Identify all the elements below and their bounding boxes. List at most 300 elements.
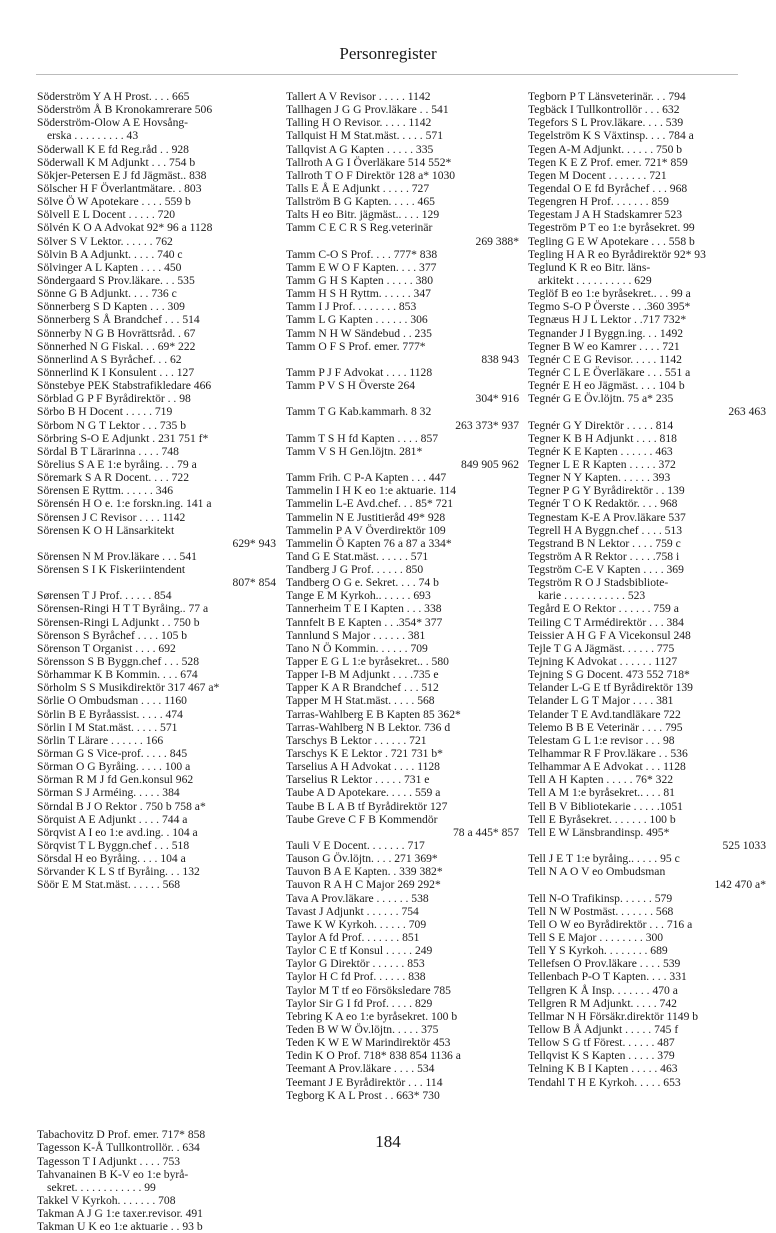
entry-line: Taube Greve C F B Kommendör	[286, 812, 438, 826]
entry-line: Sörensen N M Prov.läkare . . . 541	[37, 549, 197, 563]
register-entry	[528, 90, 766, 103]
register-entry	[37, 379, 276, 392]
register-entry	[528, 629, 766, 642]
register-entry	[528, 458, 766, 471]
entry-line: Tapper K A R Brandchef . . . 512	[286, 681, 439, 695]
register-entry	[37, 169, 276, 182]
register-entry	[37, 287, 276, 300]
entry-line: Sölver S V Lektor. . . . . . 762	[37, 234, 173, 248]
register-entry	[528, 708, 766, 721]
entry-line: Tamm H S H Ryttm. . . . . . 347	[286, 287, 431, 301]
entry-line: Tahvanainen B K-V eo 1:e byrå-	[37, 1167, 189, 1181]
register-entry	[286, 892, 519, 905]
register-entry	[37, 300, 276, 313]
entry-line: Tell O W eo Byrådirektör . . . 716 a	[528, 917, 693, 931]
entry-line: Sörensen E Ryttm. . . . . . 346	[37, 484, 174, 498]
entry-line: Tegnér K E Kapten . . . . . . 463	[528, 444, 673, 458]
entry-line: Tell S E Major . . . . . . . . 300	[528, 931, 664, 944]
entry-line: Sölve Ö W Apotekare . . . . 559 b	[37, 195, 191, 209]
register-entry	[286, 313, 519, 326]
register-entry	[37, 208, 276, 221]
register-entry	[286, 786, 519, 799]
register-entry	[37, 156, 276, 169]
entry-line: Tamm C E C R S Reg.veterinär	[286, 221, 433, 235]
entry-line: Söndergaard S Prov.läkare. . . 535	[37, 273, 195, 287]
register-entry	[528, 300, 766, 313]
register-entry	[528, 366, 766, 379]
entry-line: Sördal B T Lärarinna . . . . 748	[37, 444, 179, 458]
entry-line: Tawe K W Kyrkoh. . . . . . 709	[286, 917, 427, 931]
entry-line: Teden B W W Öv.löjtn. . . . . 375	[286, 1022, 439, 1036]
entry-line: Tellow B Å Adjunkt . . . . . 745 f	[528, 1022, 679, 1036]
register-entry	[286, 116, 519, 129]
page-title: Personregister	[339, 44, 437, 63]
register-entry	[286, 760, 519, 773]
register-entry	[528, 931, 766, 944]
entry-line: Tagesson T I Adjunkt . . . . 753	[37, 1154, 181, 1168]
register-entry	[37, 747, 276, 760]
register-entry	[286, 1062, 519, 1075]
register-entry	[286, 248, 519, 261]
register-entry	[528, 379, 766, 392]
entry-line: Tell N A O V eo Ombudsman	[528, 865, 666, 879]
entry-line: Tarras-Wahlberg E B Kapten 85 362*	[286, 707, 461, 721]
entry-continuation: 78 a 445* 857	[452, 825, 519, 839]
entry-line: Teden K W E W Marindirektör 453	[286, 1036, 451, 1050]
register-entry	[528, 668, 766, 681]
register-entry	[286, 813, 519, 839]
register-entry	[37, 340, 276, 353]
register-entry	[528, 261, 766, 287]
entry-line: Söderström Å B Kronokamrerare 506	[37, 103, 213, 117]
entry-line: Sörensen-Ringi H T T Byråing.. 77 a	[37, 602, 209, 616]
register-entry	[37, 773, 276, 786]
entry-line: Taylor C E tf Konsul . . . . . 249	[286, 944, 433, 958]
entry-line: Tamm C-O S Prof. . . . 777* 838	[286, 247, 438, 261]
register-entry	[528, 248, 766, 261]
entry-line: Taylor A fd Prof. . . . . . . 851	[286, 931, 420, 944]
entry-line: Tamm G H S Kapten . . . . . 380	[286, 273, 433, 287]
entry-line: Tegnestam K-E A Prov.läkare 537	[528, 510, 686, 524]
entry-line: Sönnerhed N G Fiskal. . . 69* 222	[37, 339, 196, 353]
register-entry	[286, 471, 519, 484]
entry-line: Sölvell E L Docent . . . . . 720	[37, 208, 176, 222]
register-entry	[286, 918, 519, 931]
entry-line: Tamm V S H Gen.löjtn. 281*	[286, 444, 423, 458]
entry-line: Tapper I-B M Adjunkt . . . .735 e	[286, 668, 439, 682]
entry-line: Tegmo S-O P Överste . . .360 395*	[528, 300, 691, 314]
register-entry	[528, 550, 766, 563]
entry-line: Tegnér E H eo Jägmäst. . . . 104 b	[528, 379, 685, 393]
register-entry	[528, 313, 766, 326]
entry-continuation: 263 373* 937	[455, 418, 519, 432]
entry-line: Tandberg J G Prof. . . . . . 850	[286, 563, 424, 577]
register-entry	[37, 445, 276, 458]
register-entry	[286, 1049, 519, 1062]
entry-line: Sörman G S Vice-prof. . . . . 845	[37, 747, 188, 761]
entry-line: Sölvinger A L Kapten . . . . 450	[37, 260, 182, 274]
register-entry	[286, 655, 519, 668]
entry-line: Tell N W Postmäst. . . . . . . 568	[528, 904, 674, 918]
register-entry	[286, 208, 519, 221]
register-entry	[528, 694, 766, 707]
register-entry	[37, 760, 276, 773]
entry-line: Tamm Frih. C P-A Kapten . . . 447	[286, 471, 447, 485]
entry-line: Sörhammar K B Kommin. . . . 674	[37, 668, 198, 682]
register-entry	[37, 655, 276, 668]
entry-line: Tegner B W eo Kamrer . . . . 721	[528, 339, 680, 353]
register-entry	[286, 773, 519, 786]
register-entry	[37, 392, 276, 405]
register-entry	[286, 366, 519, 379]
register-entry	[286, 563, 519, 576]
entry-line: Takkel V Kyrkoh. . . . . . . 708	[37, 1193, 176, 1207]
entry-line: Sörensén H O e. 1:e forskn.ing. 141 a	[37, 497, 212, 511]
entry-line: Teissier A H G F A Vicekonsul 248	[528, 628, 691, 642]
entry-line: Tejning S G Docent. 473 552 718*	[528, 668, 690, 682]
entry-line: Sölvin B A Adjunkt. . . . . 740 c	[37, 247, 183, 261]
entry-line: Söör E M Stat.mäst. . . . . . 568	[37, 878, 180, 892]
entry-continuation: erska . . . . . . . . . 43	[47, 129, 139, 143]
entry-line: Talls E Å E Adjunkt . . . . . 727	[286, 181, 430, 195]
register-entry	[286, 931, 519, 944]
register-entry	[528, 156, 766, 169]
register-entry	[528, 1010, 766, 1023]
entry-line: Telning K B I Kapten . . . . . 463	[528, 1062, 678, 1076]
register-entry	[286, 800, 519, 813]
entry-continuation: 142 470 a*	[714, 878, 766, 892]
entry-line: Tano N Ö Kommin. . . . . . 709	[286, 641, 428, 655]
entry-line: Tegborg K A L Prost . . 663* 730	[286, 1088, 440, 1102]
entry-line: Söderwall K E fd Reg.råd . . 928	[37, 142, 189, 156]
register-entry	[528, 826, 766, 852]
register-entry	[286, 327, 519, 340]
entry-line: Tallroth T O F Direktör 128 a* 1030	[286, 168, 456, 182]
entry-line: Sörenson T Organist . . . . 692	[37, 641, 176, 655]
register-entry	[37, 248, 276, 261]
register-entry	[37, 800, 276, 813]
entry-line: Tegnér G E Öv.löjtn. 75 a* 235	[528, 392, 674, 406]
entry-line: Tellow S G tf Förest. . . . . . 487	[528, 1036, 675, 1050]
entry-line: Tegner K B H Adjunkt . . . . 818	[528, 431, 677, 445]
register-entry	[37, 1220, 276, 1233]
register-entry	[286, 970, 519, 983]
entry-line: Tegefors S L Prov.läkare. . . . 539	[528, 116, 684, 130]
register-entry	[528, 353, 766, 366]
entry-line: Tammelin I H K eo 1:e aktuarie. 114	[286, 484, 457, 498]
entry-line: Tell J E T 1:e byråing.. . . . . 95 c	[528, 852, 680, 866]
entry-line: Tamm E W O F Kapten. . . . 377	[286, 260, 437, 274]
entry-line: Tamm I J Prof. . . . . . . . 853	[286, 300, 417, 314]
register-entry	[286, 878, 519, 891]
register-entry	[528, 195, 766, 208]
entry-line: Tegnander J I Byggn.ing. . . 1492	[528, 326, 684, 340]
entry-line: Tell B V Bibliotekarie . . . . .1051	[528, 799, 683, 813]
register-entry	[528, 852, 766, 865]
entry-continuation: 629* 943	[232, 536, 276, 550]
register-entry	[528, 563, 766, 576]
register-entry	[37, 458, 276, 471]
entry-line: Tegström R O J Stadsbibliote-	[528, 576, 669, 590]
entry-line: Sörlin B E Byråassist. . . . . 474	[37, 707, 183, 721]
entry-line: Tammelin Ö Kapten 76 a 87 a 334*	[286, 536, 452, 550]
register-entry	[37, 353, 276, 366]
register-entry	[528, 537, 766, 550]
register-entry	[37, 524, 276, 550]
register-entry	[37, 721, 276, 734]
entry-line: Tegård E O Rektor . . . . . . 759 a	[528, 602, 679, 616]
entry-line: Sönnerlind A S Byråchef. . . 62	[37, 352, 182, 366]
entry-line: Taylor M T tf eo Försöksledare 785	[286, 983, 451, 997]
entry-line: Tammelin N E Justitieråd 49* 928	[286, 510, 446, 524]
entry-line: Tellefsen O Prov.läkare . . . . 539	[528, 957, 681, 971]
register-entry	[286, 865, 519, 878]
entry-line: Tellqvist K S Kapten . . . . . 379	[528, 1049, 675, 1063]
register-column-2	[286, 90, 519, 1102]
entry-line: Tallert A V Revisor . . . . . 1142	[286, 90, 431, 103]
register-entry	[528, 905, 766, 918]
entry-line: Takman A J G 1:e taxer.revisor. 491	[37, 1207, 203, 1221]
register-entry	[528, 419, 766, 432]
entry-line: Tegling G E W Apotekare . . . 558 b	[528, 234, 695, 248]
entry-line: Söderström-Olow A E Hovsång-	[37, 116, 189, 130]
register-entry	[286, 1089, 519, 1102]
register-entry	[528, 786, 766, 799]
register-entry	[286, 734, 519, 747]
entry-line: Telander L-G E tf Byrådirektör 139	[528, 681, 693, 695]
entry-line: Tegström C-E V Kapten . . . . 369	[528, 563, 684, 577]
entry-line: Tellgren R M Adjunkt. . . . . 742	[528, 996, 677, 1010]
register-entry	[37, 261, 276, 274]
entry-line: Tarras-Wahlberg N B Lektor. 736 d	[286, 720, 451, 734]
entry-line: Tabachovitz D Prof. emer. 717* 858	[37, 1128, 206, 1142]
register-entry	[528, 432, 766, 445]
entry-line: Tarschys K E Lektor . 721 731 b*	[286, 747, 443, 761]
register-entry	[37, 405, 276, 418]
register-entry	[286, 997, 519, 1010]
register-entry	[286, 708, 519, 721]
register-entry	[286, 1010, 519, 1023]
register-entry	[528, 524, 766, 537]
register-entry	[528, 116, 766, 129]
entry-line: Sönnerby N G B Hovrättsråd. . 67	[37, 326, 196, 340]
register-entry	[286, 497, 519, 510]
entry-line: Sökjer-Petersen E J fd Jägmäst.. 838	[37, 168, 207, 182]
entry-line: Tegling H A R eo Byrådirektör 92* 93	[528, 247, 706, 261]
register-entry	[286, 681, 519, 694]
entry-line: Tegnér G Y Direktör . . . . . 814	[528, 418, 674, 432]
register-entry	[37, 734, 276, 747]
register-entry	[37, 629, 276, 642]
register-entry	[528, 129, 766, 142]
register-entry	[528, 984, 766, 997]
register-entry	[37, 839, 276, 852]
register-entry	[528, 235, 766, 248]
entry-line: Tell E Byråsekret. . . . . . . 100 b	[528, 812, 676, 826]
entry-continuation: karie . . . . . . . . . . . 523	[538, 589, 646, 603]
entry-line: Talling H O Revisor. . . . . 1142	[286, 116, 432, 130]
entry-line: Telhammar R F Prov.läkare . . 536	[528, 747, 688, 761]
register-entry	[528, 103, 766, 116]
register-entry	[528, 208, 766, 221]
entry-line: Taube B L A B tf Byrådirektör 127	[286, 799, 448, 813]
register-entry	[37, 852, 276, 865]
register-entry	[37, 602, 276, 615]
entry-line: Tagesson K-Å Tullkontrollör. . 634	[37, 1141, 200, 1155]
entry-line: Tedin K O Prof. 718* 838 854 1136 a	[286, 1049, 461, 1063]
entry-line: Telander T E Avd.tandläkare 722	[528, 707, 681, 721]
register-column-3	[528, 90, 766, 1089]
register-entry	[37, 143, 276, 156]
register-entry	[528, 445, 766, 458]
register-entry	[528, 340, 766, 353]
register-entry	[37, 235, 276, 248]
entry-line: Taylor H C fd Prof. . . . . . 838	[286, 970, 426, 984]
register-entry	[37, 668, 276, 681]
entry-line: Tegnæus H J L Lektor . .717 732*	[528, 313, 687, 327]
register-entry	[37, 813, 276, 826]
register-entry	[528, 642, 766, 655]
register-entry	[528, 865, 766, 891]
register-entry	[286, 984, 519, 997]
register-entry	[528, 169, 766, 182]
entry-continuation: sekret. . . . . . . . . . . . 99	[47, 1180, 156, 1194]
entry-line: Tell E W Länsbrandinsp. 495*	[528, 825, 670, 839]
entry-line: Tange E M Kyrkoh.. . . . . . 693	[286, 589, 431, 603]
entry-line: Söderwall K M Adjunkt . . . 754 b	[37, 155, 196, 169]
entry-line: Sörensen-Ringi L Adjunkt . . 750 b	[37, 615, 200, 629]
page-number: 184	[375, 1132, 401, 1151]
entry-line: Tendahl T H E Kyrkoh. . . . . 653	[528, 1075, 681, 1089]
entry-line: Tell A M 1:e byråsekret.. . . . 81	[528, 786, 675, 800]
entry-line: Sörensen K O H Länsarkitekt	[37, 523, 175, 537]
register-entry	[37, 563, 276, 589]
entry-line: Tegen M Docent . . . . . . . 721	[528, 168, 667, 182]
register-entry	[286, 182, 519, 195]
entry-line: Telemo B B E Veterinär . . . . 795	[528, 720, 683, 734]
entry-line: Sörblad G P F Byrådirektör . . 98	[37, 392, 191, 406]
register-entry	[286, 1023, 519, 1036]
register-entry	[528, 1036, 766, 1049]
register-entry	[528, 616, 766, 629]
entry-line: Tannlund S Major . . . . . . 381	[286, 628, 426, 642]
entry-line: Tarschys B Lektor . . . . . . 721	[286, 733, 427, 747]
register-entry	[37, 221, 276, 234]
register-entry	[528, 576, 766, 602]
register-entry	[37, 681, 276, 694]
register-entry	[286, 839, 519, 852]
entry-line: Tejning K Advokat . . . . . . 1127	[528, 655, 678, 669]
entry-line: Tammelin P A V Överdirektör 109	[286, 523, 446, 537]
register-entry	[286, 550, 519, 563]
register-entry	[528, 970, 766, 983]
entry-line: Tapper M H Stat.mäst. . . . . 568	[286, 694, 435, 708]
entry-line: Tegnér C E G Revisor. . . . . 1142	[528, 352, 682, 366]
register-entry	[286, 511, 519, 524]
entry-line: Teglund K R eo Bitr. läns-	[528, 260, 651, 274]
register-entry	[528, 484, 766, 497]
entry-line: Telhammar A E Advokat . . . 1128	[528, 760, 686, 774]
entry-line: Tellgren K Å Insp. . . . . . . 470 a	[528, 983, 678, 997]
register-entry	[528, 734, 766, 747]
entry-line: Sönnerberg S D Kapten . . . 309	[37, 300, 185, 314]
register-entry	[528, 681, 766, 694]
entry-line: Sörelius S A E 1:e byråing. . . 79 a	[37, 457, 197, 471]
register-entry	[286, 589, 519, 602]
entry-line: Teemant J E Byrådirektör . . . 114	[286, 1075, 443, 1089]
register-entry	[37, 419, 276, 432]
register-entry	[528, 747, 766, 760]
register-entry	[286, 445, 519, 471]
register-entry	[528, 773, 766, 786]
register-entry	[528, 497, 766, 510]
entry-line: Tallquist H M Stat.mäst. . . . . 571	[286, 129, 443, 143]
entry-line: Tauson G Öv.löjtn. . . . 271 369*	[286, 852, 438, 866]
entry-line: Tell A H Kapten . . . . . 76* 322	[528, 773, 674, 787]
register-entry	[286, 721, 519, 734]
register-entry	[286, 905, 519, 918]
entry-continuation: 525 1033	[722, 839, 766, 853]
register-entry	[286, 944, 519, 957]
entry-line: Takman U K eo 1:e aktuarie . . 93 b	[37, 1220, 203, 1233]
entry-line: Söderström Y A H Prost. . . . 665	[37, 90, 190, 103]
register-entry	[528, 957, 766, 970]
register-entry	[37, 195, 276, 208]
register-entry	[528, 511, 766, 524]
register-entry	[286, 524, 519, 537]
entry-line: Tamm N H W Sändebud . . 235	[286, 326, 432, 340]
entry-line: Sörenson S Byråchef . . . . 105 b	[37, 628, 188, 642]
entry-continuation: 304* 916	[475, 392, 519, 406]
entry-line: Tegnér C L E Överläkare . . . 551 a	[528, 365, 691, 379]
entry-line: Tarselius R Lektor . . . . . 731 e	[286, 773, 430, 787]
register-entry	[528, 143, 766, 156]
entry-line: Tegeström P T eo 1:e byråsekret. 99	[528, 221, 695, 235]
entry-line: Tegendal O E fd Byråchef . . . 968	[528, 181, 688, 195]
entry-line: Sörqvist T L Byggn.chef . . . 518	[37, 839, 190, 853]
entry-line: Tamm O F S Prof. emer. 777*	[286, 339, 426, 353]
entry-line: Tarselius A H Advokat . . . . 1128	[286, 760, 440, 774]
register-entry	[37, 589, 276, 602]
entry-line: Tauvon B A E Kapten. . 339 382*	[286, 865, 443, 879]
register-entry	[528, 392, 766, 418]
register-entry	[528, 813, 766, 826]
entry-line: Taylor Sir G I fd Prof. . . . . 829	[286, 996, 433, 1010]
register-entry	[37, 182, 276, 195]
entry-line: Tauvon R A H C Major 269 292*	[286, 878, 441, 892]
register-entry	[528, 944, 766, 957]
register-entry	[37, 1155, 276, 1168]
register-entry	[37, 471, 276, 484]
register-entry	[286, 1076, 519, 1089]
register-entry	[37, 1207, 276, 1220]
entry-line: Tallström B G Kapten. . . . . 465	[286, 195, 435, 209]
entry-line: Tand G E Stat.mäst. . . . . . 571	[286, 549, 429, 563]
register-entry	[528, 1023, 766, 1036]
entry-continuation: 838 943	[481, 352, 519, 366]
section-gap	[37, 892, 276, 1129]
register-entry	[286, 274, 519, 287]
register-entry	[37, 708, 276, 721]
entry-line: Sörlin I M Stat.mäst. . . . . 571	[37, 720, 178, 734]
register-entry	[286, 537, 519, 550]
register-entry	[528, 997, 766, 1010]
register-entry	[37, 642, 276, 655]
entry-line: Sönne G B Adjunkt. . . . 736 c	[37, 287, 177, 301]
register-entry	[37, 694, 276, 707]
entry-line: Tamm L G Kapten . . . . . . 306	[286, 313, 428, 327]
entry-line: Talts H eo Bitr. jägmäst.. . . . 129	[286, 208, 440, 222]
